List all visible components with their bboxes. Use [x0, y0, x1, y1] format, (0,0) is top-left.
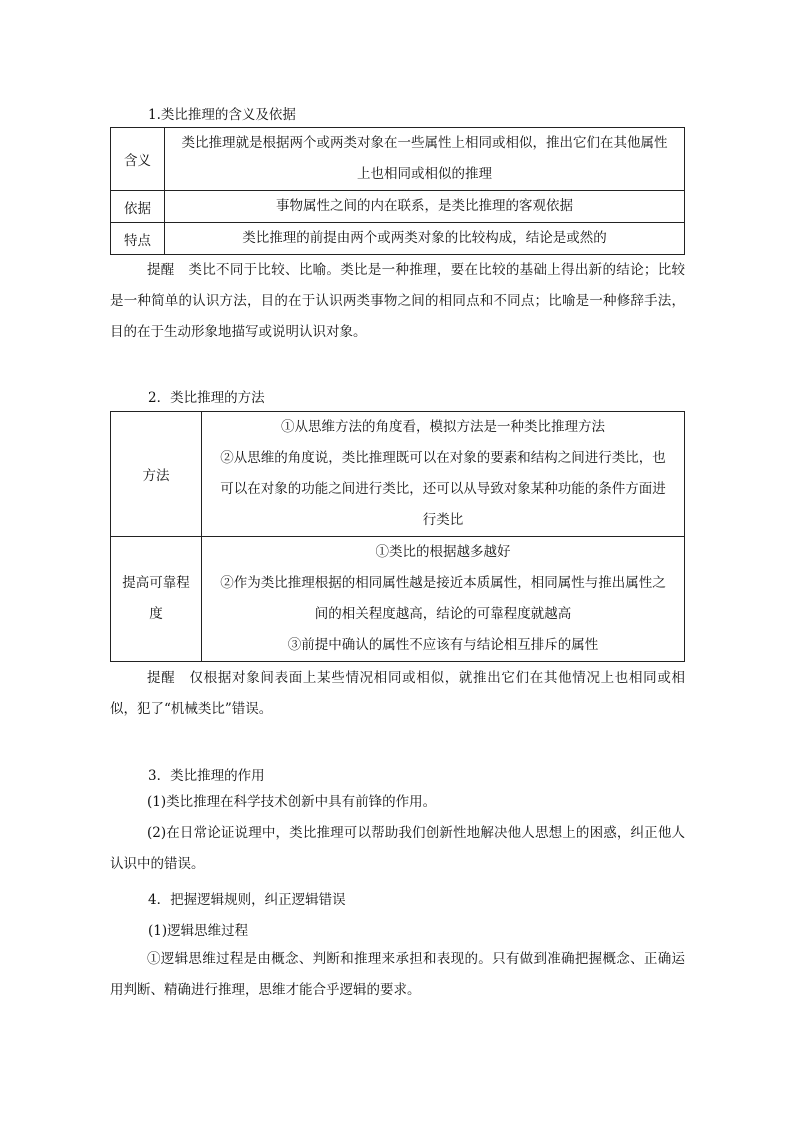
- content-line: 间的相关程度越高，结论的可靠程度就越高: [314, 606, 572, 622]
- content-line: 上也相同或相似的推理: [357, 166, 492, 182]
- row-content: [202, 537, 685, 662]
- content-line: 类比推理的前提由两个或两类对象的比较构成，结论是或然的: [242, 230, 607, 246]
- table-row: [111, 537, 685, 662]
- content-line: 事物属性之间的内在联系，是类比推理的客观依据: [276, 198, 573, 214]
- content-line: ③前提中确认的属性不应该有与结论相互排斥的属性: [287, 637, 599, 653]
- table-row: [111, 412, 685, 537]
- table-row: [111, 191, 685, 223]
- row-label: 提高可靠程度: [111, 537, 202, 662]
- method-table: [110, 411, 685, 662]
- section-3-title: 3．类比推理的作用: [148, 768, 265, 784]
- reminder-2: 提醒 仅根据对象间表面上某些情况相同或相似，就推出它们在其他情况上也相同或相似，犯了“机械类比”错误。: [110, 670, 685, 717]
- section-4-paragraph-1: ①逻辑思维过程是由概念、判断和推理来承担和表现的。只有做到准确把握概念、正确运用判断、精确进行推理，思维才能合乎逻辑的要求。: [110, 951, 685, 998]
- content-line: ①类比的根据越多越好: [375, 544, 511, 560]
- content-line: ②作为类比推理根据的相同属性越是接近本质属性，相同属性与推出属性之: [220, 575, 666, 591]
- row-label: 含义: [111, 128, 165, 191]
- section-3-paragraph-1: (1)类比推理在科学技术创新中具有前锋的作用。: [147, 794, 437, 810]
- content-line: 行类比: [422, 512, 464, 528]
- content-line: ①从思维方法的角度看，模拟方法是一种类比推理方法: [281, 419, 605, 435]
- content-line: 可以在对象的功能之间进行类比，还可以从导致对象某种功能的条件方面进: [220, 481, 666, 497]
- section-4-title: 4．把握逻辑规则，纠正逻辑错误: [148, 892, 346, 908]
- row-content: [165, 223, 685, 255]
- section-1-title: 1.类比推理的含义及依据: [148, 107, 296, 123]
- row-content: [165, 128, 685, 191]
- content-line: ②从思维的角度说，类比推理既可以在对象的要素和结构之间进行类比，也: [220, 450, 666, 466]
- row-label: 依据: [111, 191, 165, 223]
- row-label: 方法: [111, 412, 202, 537]
- section-3-paragraph-2: (2)在日常论证说理中，类比推理可以帮助我们创新性地解决他人思想上的困惑，纠正他人认识中的错误。: [110, 825, 685, 872]
- table-row: [111, 128, 685, 191]
- row-content: [202, 412, 685, 537]
- section-2-title: 2．类比推理的方法: [148, 390, 265, 406]
- table-row: [111, 223, 685, 255]
- section-4-subtitle: (1)逻辑思维过程: [148, 923, 249, 939]
- content-line: 类比推理就是根据两个或两类对象在一些属性上相同或相似，推出它们在其他属性: [181, 135, 668, 151]
- reminder-1: 提醒 类比不同于比较、比喻。类比是一种推理，要在比较的基础上得出新的结论；比较是一种简单的认识方法，目的在于认识两类事物之间的相同点和不同点；比喻是一种修辞手法，目的在于生动形象地描写或说明认识对象。: [110, 262, 685, 340]
- row-content: [165, 191, 685, 223]
- row-label: 特点: [111, 223, 165, 255]
- definition-table: [110, 127, 685, 255]
